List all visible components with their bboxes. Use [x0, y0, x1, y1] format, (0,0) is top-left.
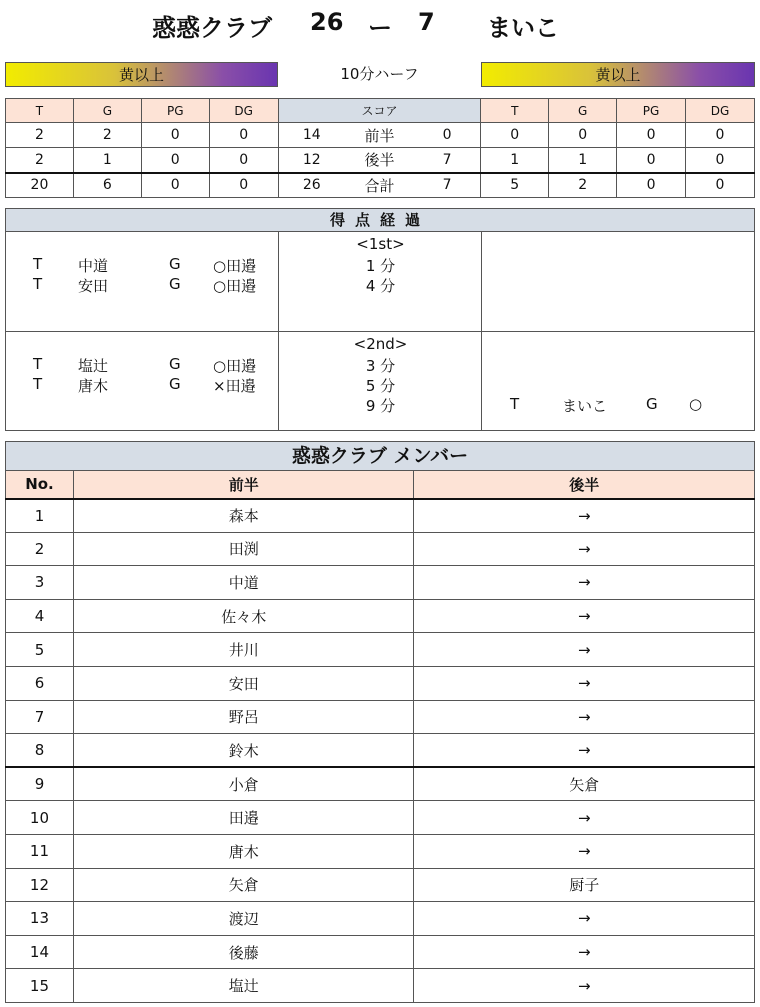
- member-number: 10: [6, 801, 74, 835]
- event-type: T: [510, 395, 520, 413]
- first-half-home-events: [5, 231, 279, 332]
- event-time: 9 分: [365, 397, 396, 415]
- away-points: 7: [414, 148, 481, 173]
- event-kick: G: [646, 395, 658, 413]
- second-half-times: [278, 331, 482, 431]
- away-dg-header: DG: [686, 99, 755, 123]
- member-first-half: 矢倉: [73, 868, 414, 902]
- period-label: 合計: [345, 173, 414, 198]
- score-header-row: [6, 99, 755, 123]
- away-team-name: まいこ: [487, 14, 559, 42]
- score-cell: 0: [141, 173, 209, 198]
- member-first-half: 田邉: [73, 801, 414, 835]
- member-second-half: →: [414, 633, 755, 667]
- event-type: T: [33, 355, 43, 373]
- member-number: 14: [6, 935, 74, 969]
- score-cell: 0: [141, 148, 209, 173]
- member-first-half: 野呂: [73, 700, 414, 734]
- member-first-half: 佐々木: [73, 599, 414, 633]
- score-cell: 6: [73, 173, 141, 198]
- home-team-name: 惑惑クラブ: [152, 14, 272, 42]
- first-half-times: [278, 231, 482, 332]
- member-first-half: 小倉: [73, 767, 414, 801]
- score-header: スコア: [278, 99, 481, 123]
- score-cell: 2: [73, 123, 141, 148]
- event-player: 塩辻: [78, 357, 109, 375]
- home-team-score: 26: [310, 8, 344, 36]
- away-points: 7: [414, 173, 481, 198]
- member-row: [6, 633, 755, 667]
- event-kick: G: [169, 255, 181, 273]
- score-cell: 0: [209, 173, 278, 198]
- member-row: [6, 700, 755, 734]
- score-cell: 2: [6, 123, 74, 148]
- score-row-total: [6, 173, 755, 198]
- event-result: ○田邉: [213, 357, 257, 375]
- member-number: 13: [6, 902, 74, 936]
- member-second-half: 矢倉: [414, 767, 755, 801]
- member-row: [6, 902, 755, 936]
- first-half-away-events: [481, 231, 755, 332]
- home-g-header: G: [73, 99, 141, 123]
- first-half-label: <1st>: [356, 235, 405, 253]
- event-time: 4 分: [365, 277, 396, 295]
- member-row: [6, 834, 755, 868]
- member-number: 4: [6, 599, 74, 633]
- score-dash: ー: [368, 14, 392, 42]
- away-points: 0: [414, 123, 481, 148]
- second-half-header: 後半: [414, 471, 755, 499]
- member-row: [6, 801, 755, 835]
- away-pg-header: PG: [617, 99, 686, 123]
- event-result: ○: [689, 395, 703, 413]
- score-cell: 1: [73, 148, 141, 173]
- event-result: ○田邉: [213, 277, 257, 295]
- number-header: No.: [6, 471, 74, 499]
- member-row: [6, 935, 755, 969]
- second-half-label: <2nd>: [353, 335, 408, 353]
- member-second-half: →: [414, 734, 755, 768]
- member-second-half: →: [414, 902, 755, 936]
- member-first-half: 中道: [73, 566, 414, 600]
- member-second-half: →: [414, 599, 755, 633]
- member-first-half: 安田: [73, 666, 414, 700]
- score-cell: 0: [617, 148, 686, 173]
- event-type: T: [33, 375, 43, 393]
- member-number: 6: [6, 666, 74, 700]
- member-number: 8: [6, 734, 74, 768]
- score-cell: 1: [481, 148, 549, 173]
- score-table: [5, 98, 755, 198]
- score-row-first-half: [6, 123, 755, 148]
- score-cell: 5: [481, 173, 549, 198]
- match-title: [0, 8, 760, 42]
- member-row: [6, 599, 755, 633]
- member-number: 1: [6, 499, 74, 533]
- away-t-header: T: [481, 99, 549, 123]
- event-kick: G: [169, 355, 181, 373]
- score-row-second-half: [6, 148, 755, 173]
- event-time: 5 分: [365, 377, 396, 395]
- away-g-header: G: [549, 99, 617, 123]
- scoring-progress-heading: 得点経過: [5, 208, 755, 232]
- event-time: 3 分: [365, 357, 396, 375]
- score-cell: 0: [209, 148, 278, 173]
- score-cell: 0: [686, 123, 755, 148]
- period-label: 前半: [345, 123, 414, 148]
- home-points: 12: [278, 148, 345, 173]
- member-second-half: →: [414, 700, 755, 734]
- event-player: まいこ: [562, 397, 608, 415]
- away-jersey-color: 黄以上: [481, 62, 755, 87]
- half-length: 10分ハーフ: [340, 65, 419, 83]
- member-number: 15: [6, 969, 74, 1003]
- member-second-half: →: [414, 566, 755, 600]
- member-row: [6, 969, 755, 1003]
- score-cell: 0: [549, 123, 617, 148]
- second-half-away-events: [481, 331, 755, 431]
- event-kick: G: [169, 275, 181, 293]
- member-second-half: →: [414, 834, 755, 868]
- member-second-half: →: [414, 935, 755, 969]
- member-number: 7: [6, 700, 74, 734]
- member-first-half: 井川: [73, 633, 414, 667]
- event-player: 唐木: [78, 377, 109, 395]
- member-second-half: 厨子: [414, 868, 755, 902]
- score-cell: 0: [686, 173, 755, 198]
- member-first-half: 塩辻: [73, 969, 414, 1003]
- member-first-half: 唐木: [73, 834, 414, 868]
- event-result: ○田邉: [213, 257, 257, 275]
- member-number: 12: [6, 868, 74, 902]
- home-t-header: T: [6, 99, 74, 123]
- score-cell: 0: [686, 148, 755, 173]
- member-second-half: →: [414, 969, 755, 1003]
- member-second-half: →: [414, 666, 755, 700]
- event-time: 1 分: [365, 257, 396, 275]
- event-type: T: [33, 275, 43, 293]
- event-kick: G: [169, 375, 181, 393]
- member-number: 11: [6, 834, 74, 868]
- member-number: 2: [6, 532, 74, 566]
- score-cell: 2: [6, 148, 74, 173]
- second-half-home-events: [5, 331, 279, 431]
- member-row: [6, 499, 755, 533]
- event-type: T: [33, 255, 43, 273]
- home-points: 26: [278, 173, 345, 198]
- score-cell: 0: [617, 173, 686, 198]
- score-cell: 2: [549, 173, 617, 198]
- score-cell: 0: [617, 123, 686, 148]
- member-second-half: →: [414, 532, 755, 566]
- score-cell: 0: [481, 123, 549, 148]
- event-result: ×田邉: [213, 377, 256, 395]
- member-row: [6, 734, 755, 768]
- score-cell: 0: [141, 123, 209, 148]
- home-jersey-color: 黄以上: [5, 62, 278, 87]
- home-dg-header: DG: [209, 99, 278, 123]
- member-row: [6, 532, 755, 566]
- member-number: 9: [6, 767, 74, 801]
- member-row: [6, 566, 755, 600]
- members-header-row: [6, 471, 755, 499]
- member-second-half: →: [414, 499, 755, 533]
- member-first-half: 後藤: [73, 935, 414, 969]
- member-first-half: 渡辺: [73, 902, 414, 936]
- event-player: 中道: [78, 257, 109, 275]
- member-row: [6, 767, 755, 801]
- members-heading: 惑惑クラブ メンバー: [5, 441, 755, 471]
- event-player: 安田: [78, 277, 109, 295]
- score-cell: 20: [6, 173, 74, 198]
- member-second-half: →: [414, 801, 755, 835]
- member-row: [6, 666, 755, 700]
- first-half-header: 前半: [73, 471, 414, 499]
- score-cell: 1: [549, 148, 617, 173]
- members-table: [5, 470, 755, 1003]
- member-number: 3: [6, 566, 74, 600]
- member-first-half: 森本: [73, 499, 414, 533]
- away-team-score: 7: [418, 8, 435, 36]
- member-row: [6, 868, 755, 902]
- home-points: 14: [278, 123, 345, 148]
- period-label: 後半: [345, 148, 414, 173]
- member-first-half: 田渕: [73, 532, 414, 566]
- score-cell: 0: [209, 123, 278, 148]
- member-number: 5: [6, 633, 74, 667]
- home-pg-header: PG: [141, 99, 209, 123]
- member-first-half: 鈴木: [73, 734, 414, 768]
